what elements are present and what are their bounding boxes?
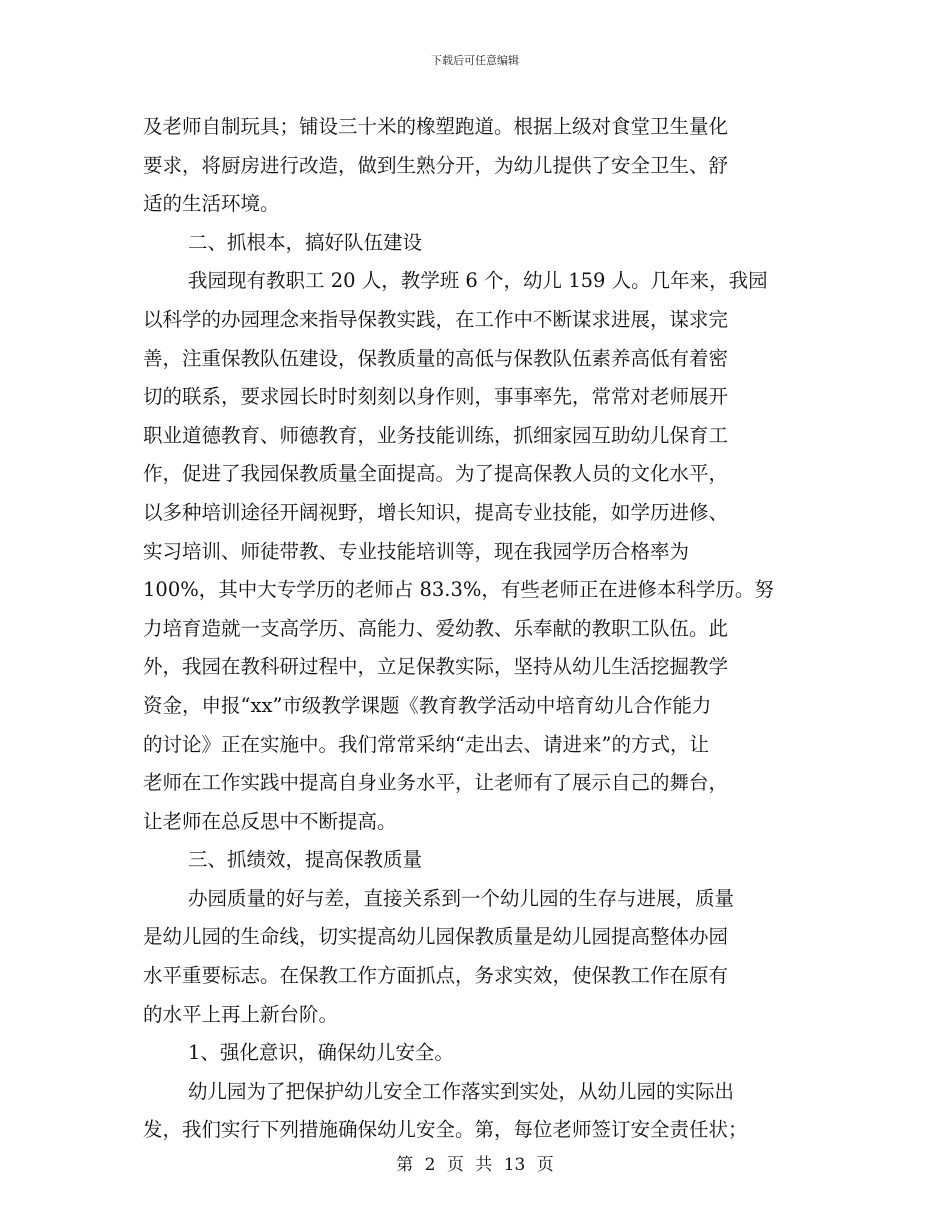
text-line: 善，注重保教队伍建设，保教质量的高低与保教队伍素养高低有着密 [143, 346, 729, 370]
text-line: 1、强化意识，确保幼儿安全。 [188, 1041, 454, 1065]
text-line: 水平重要标志。在保教工作方面抓点，务求实效，使保教工作在原有 [143, 964, 729, 988]
text-line: 切的联系，要求园长时时刻刻以身作则，事事率先，常常对老师展开 [143, 385, 729, 409]
text-line: 外，我园在教科研过程中，立足保教实际，坚持从幼儿生活挖掘教学 [143, 655, 729, 679]
text-line: 让老师在总反思中不断提高。 [143, 809, 397, 833]
text-line: 我园现有教职工 20 人，教学班 6 个，幼儿 159 人。几年来，我园 [188, 269, 768, 293]
text-line: 三、抓绩效，提高保教质量 [188, 848, 423, 872]
text-line: 要求，将厨房进行改造，做到生熟分开，为幼儿提供了安全卫生、舒 [143, 153, 729, 177]
text-line: 100%，其中大专学历的老师占 83.3%，有些老师正在进修本科学历。努 [143, 578, 774, 602]
text-line: 及老师自制玩具；铺设三十米的橡塑跑道。根据上级对食堂卫生量化 [143, 115, 729, 138]
text-line: 发，我们实行下列措施确保幼儿安全。第，每位老师签订安全责任状； [143, 1118, 748, 1142]
text-line: 以多种培训途径开阔视野，增长知识，提高专业技能，如学历进修、 [143, 500, 729, 524]
document-body [143, 108, 803, 1150]
page-header: 下载后可任意编辑 [431, 54, 519, 67]
text-line: 是幼儿园的生命线，切实提高幼儿园保教质量是幼儿园提高整体办园 [143, 925, 729, 949]
text-line: 力培育造就一支高学历、高能力、爱幼教、乐奉献的教职工队伍。此 [143, 616, 729, 640]
text-line: 幼儿园为了把保护幼儿安全工作落实到实处，从幼儿园的实际出 [188, 1079, 735, 1103]
text-line: 老师在工作实践中提高自身业务水平，让老师有了展示自己的舞台， [143, 771, 729, 795]
text-line: 作，促进了我园保教质量全面提高。为了提高保教人员的文化水平， [143, 462, 729, 486]
text-line: 二、抓根本，搞好队伍建设 [188, 230, 423, 254]
text-line: 办园质量的好与差，直接关系到一个幼儿园的生存与进展，质量 [188, 886, 735, 910]
text-line: 资金，申报“xx”市级教学课题《教育教学活动中培育幼儿合作能力 [143, 693, 712, 717]
text-line: 适的生活环境。 [143, 192, 280, 216]
text-line: 以科学的办园理念来指导保教实践，在工作中不断谋求进展，谋求完 [143, 307, 729, 331]
page-footer: 第 2 页 共 13 页 [396, 1155, 554, 1175]
text-line: 实习培训、师徒带教、专业技能培训等，现在我园学历合格率为 [143, 539, 690, 563]
text-line: 的水平上再上新台阶。 [143, 1002, 339, 1026]
text-line: 的讨论》正在实施中。我们常常采纳“走出去、请进来”的方式，让 [143, 732, 709, 756]
text-line: 职业道德教育、师德教育，业务技能训练，抓细家园互助幼儿保育工 [143, 423, 729, 447]
